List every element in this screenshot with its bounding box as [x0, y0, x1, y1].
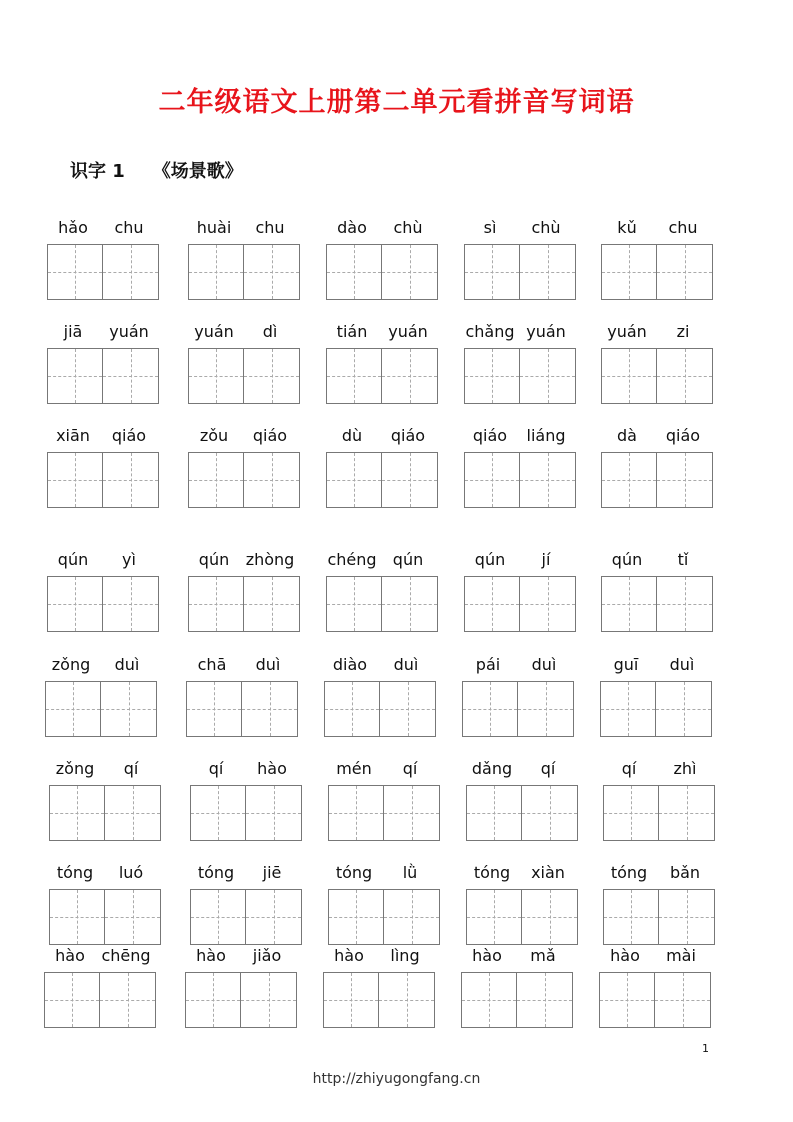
- tianzige-cell[interactable]: [326, 348, 382, 404]
- tianzige-cell[interactable]: [657, 348, 713, 404]
- pinyin-syllable: tóng: [197, 863, 235, 882]
- tianzige-cell[interactable]: [379, 972, 435, 1028]
- pinyin-syllable: zi: [676, 322, 690, 341]
- pinyin-line: [190, 863, 302, 883]
- pinyin-syllable: yuán: [194, 322, 234, 341]
- tianzige-cell[interactable]: [520, 244, 576, 300]
- exercise-row: [0, 550, 793, 640]
- tianzige-cell[interactable]: [382, 244, 438, 300]
- tianzige-cell[interactable]: [246, 785, 302, 841]
- tianzige-cell[interactable]: [190, 889, 246, 945]
- pinyin-line: [599, 946, 711, 966]
- tianzige-cell[interactable]: [242, 681, 298, 737]
- tianzige-cell[interactable]: [328, 889, 384, 945]
- pinyin-line: [464, 218, 576, 238]
- pinyin-line: [190, 759, 302, 779]
- tianzige-cell[interactable]: [657, 576, 713, 632]
- pinyin-syllable: qún: [611, 550, 643, 569]
- tianzige-cell[interactable]: [244, 452, 300, 508]
- writing-grid: [188, 576, 300, 632]
- pinyin-line: [600, 655, 712, 675]
- pinyin-line: [464, 426, 576, 446]
- tianzige-cell[interactable]: [47, 452, 103, 508]
- writing-grid: [464, 244, 576, 300]
- tianzige-cell[interactable]: [655, 972, 711, 1028]
- pinyin-syllable: dǎng: [471, 759, 513, 778]
- pinyin-syllable: jí: [541, 550, 551, 569]
- tianzige-cell[interactable]: [601, 348, 657, 404]
- pinyin-syllable: qí: [402, 759, 418, 778]
- pinyin-syllable: dì: [262, 322, 278, 341]
- pinyin-syllable: qiáo: [111, 426, 147, 445]
- pinyin-line: [326, 550, 438, 570]
- tianzige-cell[interactable]: [103, 244, 159, 300]
- writing-grid: [49, 785, 161, 841]
- pinyin-syllable: guī: [613, 655, 639, 674]
- pinyin-syllable: chǎng: [465, 322, 515, 341]
- word-item: [601, 218, 713, 308]
- writing-grid: [188, 348, 300, 404]
- word-item: [464, 426, 576, 516]
- pinyin-syllable: sì: [483, 218, 497, 237]
- pinyin-line: [47, 550, 159, 570]
- pinyin-syllable: jiǎo: [252, 946, 282, 965]
- pinyin-syllable: dà: [617, 426, 637, 445]
- word-item: [464, 322, 576, 412]
- tianzige-cell[interactable]: [518, 681, 574, 737]
- writing-grid: [601, 244, 713, 300]
- pinyin-syllable: pái: [475, 655, 501, 674]
- word-item: [326, 218, 438, 308]
- pinyin-syllable: qí: [540, 759, 556, 778]
- word-item: [47, 550, 159, 640]
- word-item: [326, 322, 438, 412]
- exercise-row: [0, 759, 793, 849]
- pinyin-line: [186, 655, 298, 675]
- writing-grid: [185, 972, 297, 1028]
- pinyin-line: [188, 218, 300, 238]
- tianzige-cell[interactable]: [185, 972, 241, 1028]
- writing-grid: [326, 576, 438, 632]
- writing-grid: [328, 785, 440, 841]
- pinyin-syllable: chā: [197, 655, 227, 674]
- pinyin-syllable: qí: [123, 759, 139, 778]
- tianzige-cell[interactable]: [462, 681, 518, 737]
- pinyin-syllable: qún: [392, 550, 424, 569]
- pinyin-line: [45, 655, 157, 675]
- pinyin-line: [188, 322, 300, 342]
- word-item: [601, 322, 713, 412]
- pinyin-syllable: hǎo: [58, 218, 88, 237]
- word-item: [45, 655, 157, 745]
- pinyin-syllable: dù: [341, 426, 363, 445]
- tianzige-cell[interactable]: [522, 785, 578, 841]
- tianzige-cell[interactable]: [49, 889, 105, 945]
- pinyin-syllable: zhì: [673, 759, 697, 778]
- pinyin-syllable: lǜ: [402, 863, 418, 882]
- tianzige-cell[interactable]: [659, 785, 715, 841]
- word-item: [188, 550, 300, 640]
- pinyin-syllable: duì: [669, 655, 695, 674]
- word-item: [601, 426, 713, 516]
- pinyin-line: [328, 759, 440, 779]
- tianzige-cell[interactable]: [603, 889, 659, 945]
- tianzige-cell[interactable]: [188, 244, 244, 300]
- word-item: [600, 655, 712, 745]
- pinyin-syllable: chu: [114, 218, 144, 237]
- word-item: [324, 655, 436, 745]
- pinyin-syllable: chéng: [327, 550, 377, 569]
- pinyin-syllable: zǒng: [51, 655, 91, 674]
- tianzige-cell[interactable]: [103, 348, 159, 404]
- tianzige-cell[interactable]: [326, 452, 382, 508]
- tianzige-cell[interactable]: [47, 348, 103, 404]
- pinyin-syllable: luó: [118, 863, 144, 882]
- pinyin-syllable: bǎn: [669, 863, 701, 882]
- tianzige-cell[interactable]: [105, 889, 161, 945]
- pinyin-syllable: chù: [531, 218, 561, 237]
- tianzige-cell[interactable]: [324, 681, 380, 737]
- pinyin-line: [47, 322, 159, 342]
- exercise-row: [0, 655, 793, 745]
- pinyin-syllable: mài: [666, 946, 696, 965]
- tianzige-cell[interactable]: [47, 244, 103, 300]
- pinyin-line: [461, 946, 573, 966]
- writing-grid: [324, 681, 436, 737]
- tianzige-cell[interactable]: [244, 348, 300, 404]
- pinyin-syllable: dào: [337, 218, 367, 237]
- word-item: [49, 759, 161, 849]
- section-lesson: 《场景歌》: [152, 161, 243, 182]
- pinyin-line: [601, 550, 713, 570]
- writing-grid: [190, 785, 302, 841]
- pinyin-line: [462, 655, 574, 675]
- pinyin-syllable: tián: [336, 322, 368, 341]
- tianzige-cell[interactable]: [186, 681, 242, 737]
- writing-grid: [190, 889, 302, 945]
- tianzige-cell[interactable]: [188, 348, 244, 404]
- tianzige-cell[interactable]: [103, 576, 159, 632]
- tianzige-cell[interactable]: [188, 452, 244, 508]
- writing-grid: [603, 889, 715, 945]
- tianzige-cell[interactable]: [244, 244, 300, 300]
- tianzige-cell[interactable]: [382, 576, 438, 632]
- pinyin-syllable: qí: [621, 759, 637, 778]
- tianzige-cell[interactable]: [464, 348, 520, 404]
- tianzige-cell[interactable]: [103, 452, 159, 508]
- pinyin-syllable: zǒng: [55, 759, 95, 778]
- writing-grid: [47, 348, 159, 404]
- pinyin-syllable: qún: [57, 550, 89, 569]
- pinyin-line: [188, 550, 300, 570]
- pinyin-line: [603, 863, 715, 883]
- pinyin-line: [44, 946, 156, 966]
- tianzige-cell[interactable]: [244, 576, 300, 632]
- pinyin-syllable: mén: [336, 759, 372, 778]
- pinyin-line: [601, 426, 713, 446]
- writing-grid: [188, 452, 300, 508]
- exercise-row: [0, 863, 793, 953]
- pinyin-syllable: tǐ: [677, 550, 689, 569]
- tianzige-cell[interactable]: [45, 681, 101, 737]
- tianzige-cell[interactable]: [323, 972, 379, 1028]
- pinyin-line: [326, 218, 438, 238]
- pinyin-syllable: yuán: [109, 322, 149, 341]
- writing-grid: [49, 889, 161, 945]
- pinyin-line: [466, 863, 578, 883]
- word-item: [464, 218, 576, 308]
- pinyin-syllable: duì: [255, 655, 281, 674]
- tianzige-cell[interactable]: [44, 972, 100, 1028]
- tianzige-cell[interactable]: [464, 452, 520, 508]
- writing-grid: [466, 785, 578, 841]
- pinyin-syllable: hào: [472, 946, 502, 965]
- tianzige-cell[interactable]: [657, 244, 713, 300]
- pinyin-syllable: chu: [255, 218, 285, 237]
- word-item: [47, 426, 159, 516]
- writing-grid: [44, 972, 156, 1028]
- pinyin-syllable: hào: [257, 759, 287, 778]
- word-item: [190, 863, 302, 953]
- tianzige-cell[interactable]: [600, 681, 656, 737]
- tianzige-cell[interactable]: [326, 576, 382, 632]
- writing-grid: [464, 452, 576, 508]
- tianzige-cell[interactable]: [384, 785, 440, 841]
- pinyin-syllable: huài: [196, 218, 232, 237]
- writing-grid: [603, 785, 715, 841]
- tianzige-cell[interactable]: [47, 576, 103, 632]
- tianzige-cell[interactable]: [520, 452, 576, 508]
- writing-grid: [601, 576, 713, 632]
- pinyin-syllable: kǔ: [617, 218, 637, 237]
- writing-grid: [47, 576, 159, 632]
- pinyin-syllable: tóng: [335, 863, 373, 882]
- pinyin-line: [603, 759, 715, 779]
- page-title: 二年级语文上册第二单元看拼音写词语: [158, 87, 635, 118]
- writing-grid: [600, 681, 712, 737]
- pinyin-syllable: hào: [610, 946, 640, 965]
- pinyin-syllable: qún: [198, 550, 230, 569]
- pinyin-syllable: jiē: [262, 863, 282, 882]
- writing-grid: [599, 972, 711, 1028]
- tianzige-cell[interactable]: [464, 244, 520, 300]
- pinyin-syllable: liáng: [526, 426, 566, 445]
- writing-grid: [466, 889, 578, 945]
- pinyin-syllable: chu: [668, 218, 698, 237]
- writing-grid: [47, 244, 159, 300]
- pinyin-syllable: zhòng: [245, 550, 295, 569]
- tianzige-cell[interactable]: [326, 244, 382, 300]
- pinyin-line: [464, 550, 576, 570]
- tianzige-cell[interactable]: [601, 244, 657, 300]
- pinyin-line: [326, 322, 438, 342]
- writing-grid: [461, 972, 573, 1028]
- pinyin-syllable: lìng: [390, 946, 420, 965]
- pinyin-line: [188, 426, 300, 446]
- pinyin-syllable: tóng: [473, 863, 511, 882]
- writing-grid: [326, 244, 438, 300]
- word-item: [603, 863, 715, 953]
- section-label: 识字 1: [70, 161, 125, 182]
- pinyin-syllable: tóng: [56, 863, 94, 882]
- tianzige-cell[interactable]: [520, 576, 576, 632]
- pinyin-syllable: duì: [531, 655, 557, 674]
- exercise-row: [0, 946, 793, 1036]
- tianzige-cell[interactable]: [466, 889, 522, 945]
- writing-grid: [464, 576, 576, 632]
- pinyin-line: [466, 759, 578, 779]
- word-item: [190, 759, 302, 849]
- pinyin-line: [185, 946, 297, 966]
- writing-grid: [45, 681, 157, 737]
- pinyin-syllable: mǎ: [530, 946, 556, 965]
- word-item: [601, 550, 713, 640]
- pinyin-syllable: duì: [114, 655, 140, 674]
- tianzige-cell[interactable]: [656, 681, 712, 737]
- tianzige-cell[interactable]: [657, 452, 713, 508]
- word-item: [326, 550, 438, 640]
- tianzige-cell[interactable]: [100, 972, 156, 1028]
- pinyin-syllable: qiáo: [472, 426, 508, 445]
- pinyin-line: [49, 863, 161, 883]
- word-item: [464, 550, 576, 640]
- tianzige-cell[interactable]: [190, 785, 246, 841]
- pinyin-line: [326, 426, 438, 446]
- writing-grid: [186, 681, 298, 737]
- word-item: [44, 946, 156, 1036]
- pinyin-syllable: tóng: [610, 863, 648, 882]
- pinyin-line: [601, 322, 713, 342]
- word-item: [328, 863, 440, 953]
- tianzige-cell[interactable]: [603, 785, 659, 841]
- tianzige-cell[interactable]: [384, 889, 440, 945]
- pinyin-syllable: zǒu: [199, 426, 229, 445]
- word-item: [185, 946, 297, 1036]
- tianzige-cell[interactable]: [466, 785, 522, 841]
- pinyin-syllable: chù: [393, 218, 423, 237]
- word-item: [47, 218, 159, 308]
- pinyin-syllable: yì: [122, 550, 136, 569]
- writing-grid: [601, 452, 713, 508]
- tianzige-cell[interactable]: [522, 889, 578, 945]
- pinyin-syllable: qiáo: [252, 426, 288, 445]
- word-item: [466, 863, 578, 953]
- tianzige-cell[interactable]: [520, 348, 576, 404]
- word-item: [188, 218, 300, 308]
- pinyin-syllable: duì: [393, 655, 419, 674]
- word-item: [188, 322, 300, 412]
- pinyin-line: [601, 218, 713, 238]
- word-item: [47, 322, 159, 412]
- writing-grid: [326, 348, 438, 404]
- pinyin-line: [47, 426, 159, 446]
- tianzige-cell[interactable]: [464, 576, 520, 632]
- pinyin-syllable: qí: [208, 759, 224, 778]
- word-item: [328, 759, 440, 849]
- writing-grid: [188, 244, 300, 300]
- exercise-row: [0, 322, 793, 412]
- pinyin-syllable: xiàn: [531, 863, 565, 882]
- word-item: [466, 759, 578, 849]
- pinyin-syllable: yuán: [607, 322, 647, 341]
- pinyin-syllable: qiáo: [665, 426, 701, 445]
- word-item: [323, 946, 435, 1036]
- tianzige-cell[interactable]: [101, 681, 157, 737]
- pinyin-line: [324, 655, 436, 675]
- pinyin-line: [47, 218, 159, 238]
- tianzige-cell[interactable]: [382, 348, 438, 404]
- footer-url: http://zhiyugongfang.cn: [312, 1071, 481, 1087]
- pinyin-line: [49, 759, 161, 779]
- tianzige-cell[interactable]: [599, 972, 655, 1028]
- pinyin-syllable: hào: [334, 946, 364, 965]
- tianzige-cell[interactable]: [246, 889, 302, 945]
- writing-grid: [323, 972, 435, 1028]
- pinyin-syllable: hào: [196, 946, 226, 965]
- tianzige-cell[interactable]: [105, 785, 161, 841]
- tianzige-cell[interactable]: [382, 452, 438, 508]
- word-item: [186, 655, 298, 745]
- pinyin-line: [464, 322, 576, 342]
- exercise-row: [0, 218, 793, 308]
- tianzige-cell[interactable]: [380, 681, 436, 737]
- tianzige-cell[interactable]: [49, 785, 105, 841]
- writing-grid: [326, 452, 438, 508]
- tianzige-cell[interactable]: [601, 576, 657, 632]
- word-item: [188, 426, 300, 516]
- pinyin-syllable: chēng: [101, 946, 151, 965]
- pinyin-line: [328, 863, 440, 883]
- pinyin-syllable: xiān: [56, 426, 90, 445]
- tianzige-cell[interactable]: [659, 889, 715, 945]
- tianzige-cell[interactable]: [517, 972, 573, 1028]
- exercise-row: [0, 426, 793, 516]
- word-item: [462, 655, 574, 745]
- writing-grid: [328, 889, 440, 945]
- pinyin-syllable: yuán: [526, 322, 566, 341]
- pinyin-line: [323, 946, 435, 966]
- writing-grid: [47, 452, 159, 508]
- pinyin-syllable: qún: [474, 550, 506, 569]
- word-item: [49, 863, 161, 953]
- tianzige-cell[interactable]: [461, 972, 517, 1028]
- tianzige-cell[interactable]: [241, 972, 297, 1028]
- word-item: [603, 759, 715, 849]
- pinyin-syllable: jiā: [63, 322, 83, 341]
- pinyin-syllable: qiáo: [390, 426, 426, 445]
- word-item: [461, 946, 573, 1036]
- word-item: [599, 946, 711, 1036]
- writing-grid: [462, 681, 574, 737]
- writing-grid: [601, 348, 713, 404]
- writing-grid: [464, 348, 576, 404]
- pinyin-syllable: diào: [332, 655, 368, 674]
- tianzige-cell[interactable]: [188, 576, 244, 632]
- tianzige-cell[interactable]: [328, 785, 384, 841]
- tianzige-cell[interactable]: [601, 452, 657, 508]
- pinyin-syllable: yuán: [388, 322, 428, 341]
- page-number: 1: [702, 1042, 709, 1055]
- pinyin-syllable: hào: [55, 946, 85, 965]
- word-item: [326, 426, 438, 516]
